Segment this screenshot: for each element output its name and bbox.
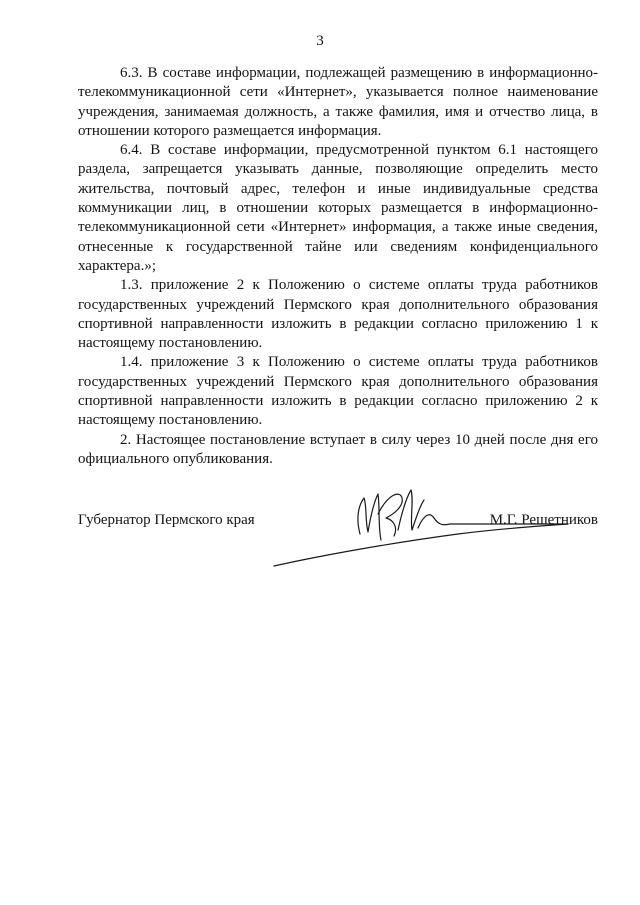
paragraph-1-4: 1.4. приложение 3 к Положению о системе оплаты труда работников государственных учреждений Пермского края дополнительного образования спортивной направленности изложить в редакции согласно приложению 2 к настоящему постановлению. (78, 354, 598, 429)
paragraph-6-4: 6.4. В составе информации, предусмотренной пунктом 6.1 настоящего раздела, запрещается указывать данные, позволяющие определить место жительства, почтовый адрес, телефон и иные индивидуальные средства коммуникации лиц, в отношении которых размещается в информационно-телекоммуникационной сети «Интернет» информация, а также иные сведения, отнесенные к государственной тайне или сведениям конфиденциального характера.»; (78, 142, 598, 274)
signatory-name: М.Г. Решетников (489, 512, 598, 528)
paragraph-6-3: 6.3. В составе информации, подлежащей размещению в информационно-телекоммуникационной сети «Интернет», указывается полное наименование учреждения, занимаемая должность, а также фамилия, имя и отчество лица, в отношении которого размещается информация. (78, 65, 598, 139)
document-body (78, 64, 598, 469)
paragraph-1-3: 1.3. приложение 2 к Положению о системе оплаты труда работников государственных учреждений Пермского края дополнительного образования спортивной направленности изложить в редакции согласно приложению 1 к настоящему постановлению. (78, 277, 598, 352)
paragraph-2: 2. Настоящее постановление вступает в силу через 10 дней после дня его официального опубликования. (78, 431, 598, 467)
signature-block (78, 484, 598, 574)
signatory-position: Губернатор Пермского края (78, 512, 255, 528)
page-number: 3 (316, 33, 324, 49)
handwritten-signature (268, 484, 598, 574)
